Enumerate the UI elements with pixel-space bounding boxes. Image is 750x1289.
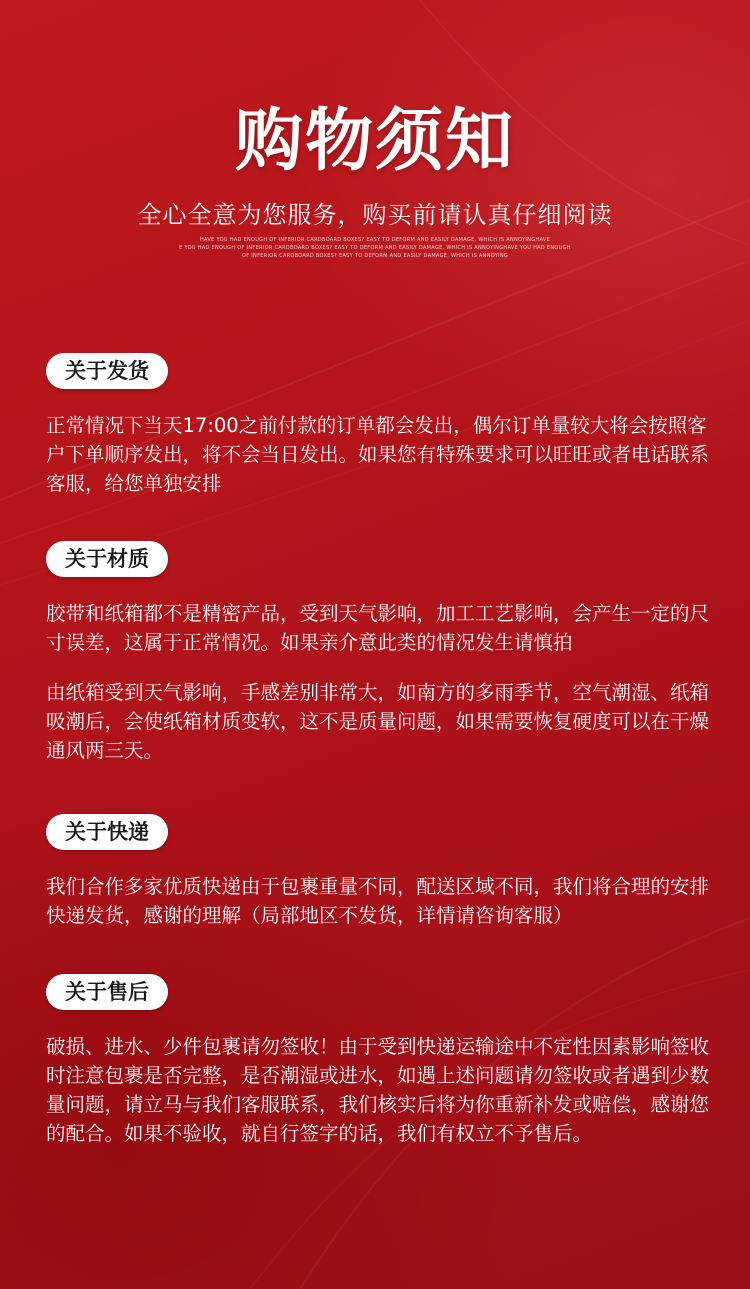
fine-print-line: E YOU HAD ENOUGH OF INFERIOR CARDBOARD BOXES? EASY TO DEFORM AND EASILY DAMAGE, WHICH IS ANNOYINGHAVE YOU HAD ENOUGH bbox=[179, 245, 571, 251]
section-label-courier: 关于快递 bbox=[46, 814, 168, 850]
section-paragraph: 由纸箱受到天气影响，手感差别非常大，如南方的多雨季节，空气潮湿、纸箱吸潮后，会使纸箱材质变软，这不是质量问题，如果需要恢复硬度可以在干燥通风两三天。 bbox=[46, 681, 710, 762]
section-label-after-sales: 关于售后 bbox=[46, 974, 168, 1010]
section-label-material: 关于材质 bbox=[46, 541, 168, 577]
page-title: 购物须知 bbox=[234, 102, 515, 181]
fine-print-line: OF INFERIOR CARDBOARD BOXES? EASY TO DEFORM AND EASILY DAMAGE, WHICH IS ANNOYING bbox=[241, 253, 509, 259]
section-after-sales bbox=[46, 974, 718, 1148]
section-courier bbox=[46, 814, 718, 930]
section-paragraph: 破损、进水、少件包裹请勿签收！由于受到快递运输途中不定性因素影响签收时注意包裹是否完整，是否潮湿或进水，如遇上述问题请勿签收或者遇到少数量问题，请立马与我们客服联系，我们核实后将为你重新补发或赔偿，感谢您的配合。如果不验收，就自行签字的话，我们有权立不予售后。 bbox=[46, 1035, 710, 1145]
section-paragraph: 正常情况下当天17:00之前付款的订单都会发出，偶尔订单量较大将会按照客户下单顺序发出，将不会当日发出。如果您有特殊要求可以旺旺或者电话联系客服，给您单独安排 bbox=[46, 414, 710, 495]
section-paragraph: 我们合作多家优质快递由于包裹重量不同，配送区域不同，我们将合理的安排快递发货，感谢的理解（局部地区不发货，详情请咨询客服） bbox=[46, 875, 710, 927]
fine-print-line: HAVE YOU HAD ENOUGH OF INFERIOR CARDBOARD BOXES? EASY TO DEFORM AND EASILY DAMAGE, WHICH IS ANNOYINGHAVE bbox=[199, 237, 551, 243]
section-shipping bbox=[46, 353, 718, 498]
section-paragraph: 胶带和纸箱都不是精密产品，受到天气影响，加工工艺影响，会产生一定的尺寸误差，这属于正常情况。如果亲介意此类的情况发生请慎拍 bbox=[46, 602, 710, 654]
page-header bbox=[0, 100, 750, 260]
section-label-shipping: 关于发货 bbox=[46, 353, 168, 389]
section-material bbox=[46, 541, 718, 765]
page-subtitle: 全心全意为您服务，购买前请认真仔细阅读 bbox=[137, 201, 613, 229]
fine-print-block bbox=[0, 236, 750, 260]
